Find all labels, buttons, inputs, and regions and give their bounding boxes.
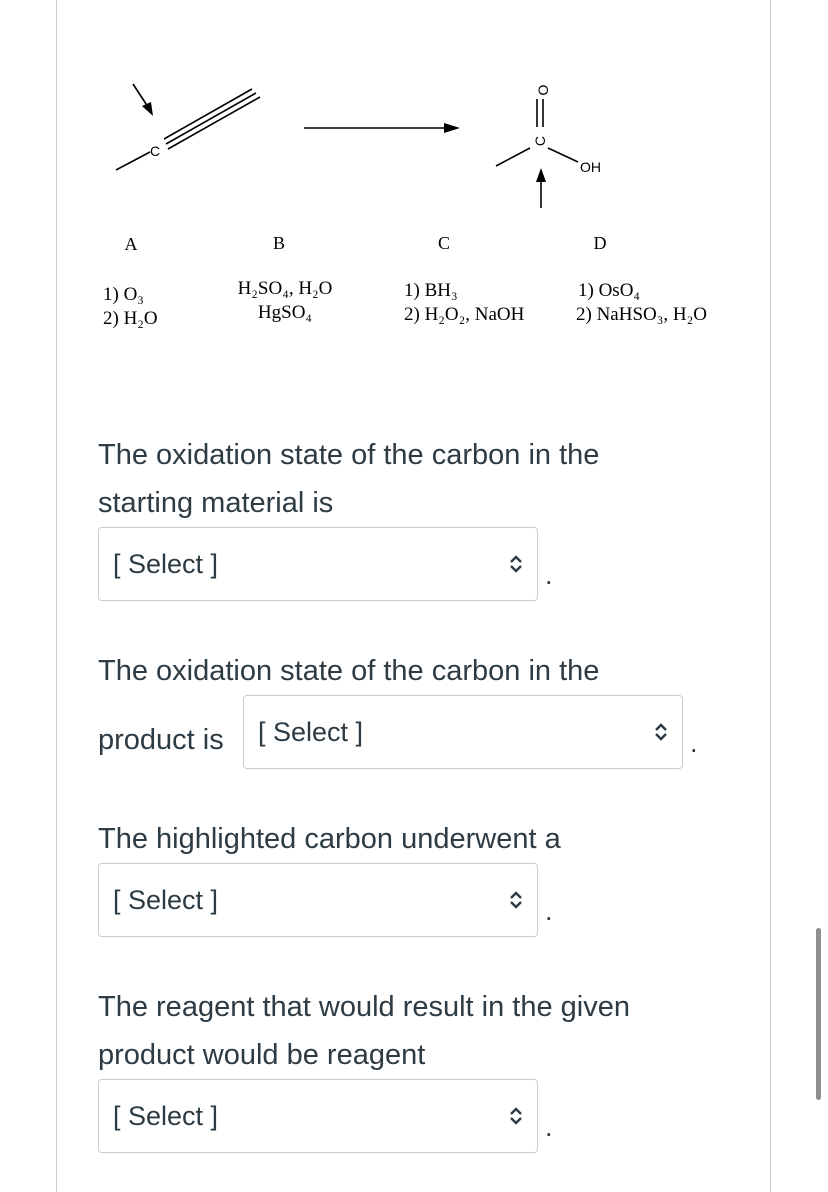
carboxylic-acid-product <box>496 84 601 175</box>
q4-select-value: [ Select ] <box>113 1100 219 1131</box>
updown-chevron-icon <box>509 1105 523 1127</box>
start-carbon-label: C <box>150 143 161 159</box>
q3-period: . <box>545 896 553 926</box>
q3-select[interactable] <box>98 863 538 937</box>
hydroxyl-label: OH <box>580 159 601 175</box>
q3-text-line1: The highlighted carbon underwent a <box>98 823 561 855</box>
oxygen-label: O <box>535 84 551 96</box>
q4-text-line1: The reagent that would result in the given <box>98 991 630 1023</box>
updown-chevron-icon <box>509 889 523 911</box>
q3-select-value: [ Select ] <box>113 884 219 915</box>
reaction-arrow <box>304 123 460 133</box>
reagent-letter-b: B <box>272 233 286 253</box>
reagent-b-line1: H₂SO₄, H₂O <box>237 278 333 299</box>
scrollbar-thumb[interactable] <box>816 928 821 1100</box>
reagent-letter-a: A <box>124 234 138 254</box>
highlight-arrow-start <box>133 84 153 116</box>
product-carbon-label: C <box>532 135 548 147</box>
q2-select-value: [ Select ] <box>258 716 364 747</box>
q4-period: . <box>545 1112 553 1142</box>
reaction-scheme <box>0 0 828 360</box>
reagent-a-line1: 1) O₃ <box>103 284 144 305</box>
starting-alkyne <box>116 89 260 170</box>
reagent-letter-d: D <box>593 233 607 253</box>
updown-chevron-icon <box>654 721 668 743</box>
q1-text-line2: starting material is <box>98 487 334 519</box>
q2-text-line1: The oxidation state of the carbon in the <box>98 655 600 687</box>
reagent-a-line2: 2) H₂O <box>103 308 158 329</box>
q2-text-line2: product is <box>98 724 224 756</box>
q1-select-value: [ Select ] <box>113 548 219 579</box>
q1-select[interactable] <box>98 527 538 601</box>
q4-select[interactable] <box>98 1079 538 1153</box>
reagent-letter-c: C <box>437 233 451 253</box>
reagent-c-line1: 1) BH₃ <box>404 280 458 301</box>
reagent-d-line1: 1) OsO₄ <box>578 280 641 301</box>
reagent-b-line2: HgSO₄ <box>257 302 313 323</box>
updown-chevron-icon <box>509 553 523 575</box>
highlight-arrow-product <box>536 168 546 208</box>
q1-text-line1: The oxidation state of the carbon in the <box>98 439 600 471</box>
q1-period: . <box>545 560 553 590</box>
reagent-c-line2: 2) H₂O₂, NaOH <box>404 304 525 325</box>
q4-text-line2: product would be reagent <box>98 1039 426 1071</box>
reagent-d-line2: 2) NaHSO₃, H₂O <box>576 304 707 325</box>
q2-period: . <box>690 728 698 758</box>
q2-select[interactable] <box>243 695 683 769</box>
